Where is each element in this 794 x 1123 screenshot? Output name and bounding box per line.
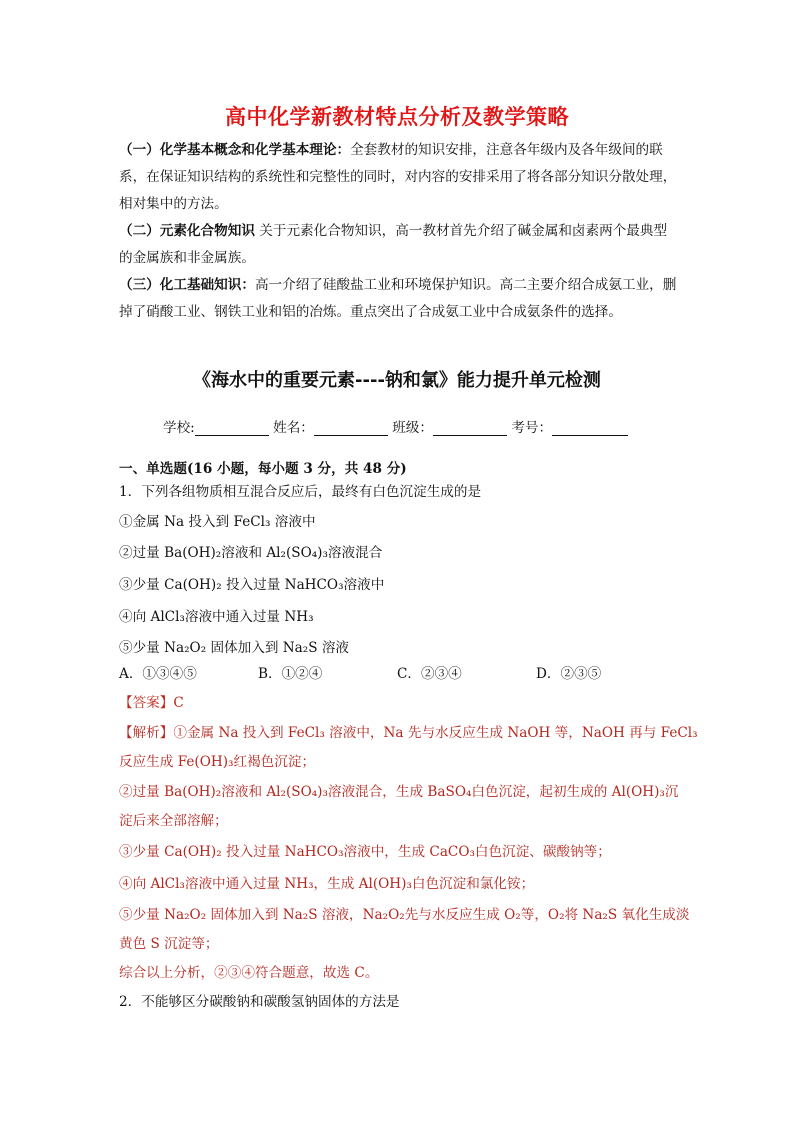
analysis-label: 【解析】 <box>119 725 174 741</box>
option-b[interactable]: B．①②④ <box>258 666 323 682</box>
option-a[interactable]: A．①③④⑤ <box>119 666 197 682</box>
question-1-item-4: ④向 AlCl₃溶液中通入过量 NH₃ <box>119 609 314 625</box>
question-1-item-2: ②过量 Ba(OH)₂溶液和 Al₂(SO₄)₃溶液混合 <box>119 545 383 561</box>
number-field[interactable] <box>552 420 628 436</box>
intro-text-1: 全套教材的知识安排，注意各年级内及各年级间的联系，在保证知识结构的系统性和完整性的同时，对内容的安排采用了将各部分知识分散处理，相对集中的方法。 <box>119 142 677 212</box>
intro-label-2: （二）元素化合物知识 <box>119 223 255 239</box>
intro-paragraph-1 <box>119 137 679 218</box>
answer-value: C <box>173 695 184 711</box>
section-heading: 一、单选题(16 小题，每小题 3 分，共 48 分) <box>119 461 407 477</box>
document-title: 高中化学新教材特点分析及教学策略 <box>225 105 569 129</box>
analysis-line-6: ④向 AlCl₃溶液中通入过量 NH₃，生成 Al(OH)₃白色沉淀和氯化铵； <box>119 876 535 892</box>
answer-line <box>119 691 689 711</box>
answer-label: 【答案】 <box>119 695 174 711</box>
class-field[interactable] <box>433 420 507 436</box>
question-1-stem: 1．下列各组物质相互混合反应后，最终有白色沉淀生成的是 <box>119 484 482 500</box>
name-field[interactable] <box>314 420 388 436</box>
analysis-line-8: 黄色 S 沉淀等； <box>119 936 219 952</box>
intro-text-3: 高一介绍了硅酸盐工业和环境保护知识。高二主要介绍合成氨工业，删掉了硝酸工业、钢铁工业和铝的冶炼。重点突出了合成氨工业中合成氨条件的选择。 <box>119 277 677 320</box>
analysis-line-9: 综合以上分析，②③④符合题意，故选 C。 <box>119 965 379 981</box>
analysis-line-2: 反应生成 Fe(OH)₃红褐色沉淀； <box>119 754 316 770</box>
question-1-item-3: ③少量 Ca(OH)₂ 投入过量 NaHCO₃溶液中 <box>119 577 385 593</box>
school-label: 学校: <box>163 420 195 436</box>
name-label: 姓名： <box>273 420 314 436</box>
class-label: 班级： <box>392 420 433 436</box>
question-1-item-5: ⑤少量 Na₂O₂ 固体加入到 Na₂S 溶液 <box>119 640 350 656</box>
question-2-stem: 2．不能够区分碳酸钠和碳酸氢钠固体的方法是 <box>119 994 400 1010</box>
analysis-text-1: ①金属 Na 投入到 FeCl₃ 溶液中，Na 先与水反应生成 NaOH 等，NaOH 再与 FeCl₃ <box>173 725 698 741</box>
school-field[interactable] <box>195 420 269 436</box>
analysis-line-3: ②过量 Ba(OH)₂溶液和 Al₂(SO₄)₃溶液混合，生成 BaSO₄白色沉淀，起初生成的 Al(OH)₃沉 <box>119 784 679 800</box>
intro-text-2: 关于元素化合物知识，高一教材首先介绍了碱金属和卤素两个最典型的金属族和非金属族。 <box>119 223 668 266</box>
number-label: 考号： <box>511 420 553 436</box>
analysis-line-4: 淀后来全部溶解； <box>119 813 228 829</box>
intro-paragraph-2 <box>119 218 679 272</box>
option-c[interactable]: C．②③④ <box>397 666 462 682</box>
question-1-item-1: ①金属 Na 投入到 FeCl₃ 溶液中 <box>119 514 316 530</box>
intro-label-3: （三）化工基础知识： <box>119 277 255 293</box>
option-d[interactable]: D．②③⑤ <box>536 666 602 682</box>
analysis-line-5: ③少量 Ca(OH)₂ 投入过量 NaHCO₃溶液中，生成 CaCO₃白色沉淀、碳酸钠等； <box>119 844 611 860</box>
exam-title: 《海水中的重要元素----钠和氯》能力提升单元检测 <box>193 370 601 391</box>
analysis-line-1 <box>119 721 698 741</box>
analysis-line-7: ⑤少量 Na₂O₂ 固体加入到 Na₂S 溶液，Na₂O₂先与水反应生成 O₂等，O₂将 Na₂S 氧化生成淡 <box>119 907 690 923</box>
student-info-line <box>163 416 628 436</box>
intro-paragraph-3 <box>119 272 679 326</box>
intro-label-1: （一）化学基本概念和化学基本理论： <box>119 142 351 158</box>
